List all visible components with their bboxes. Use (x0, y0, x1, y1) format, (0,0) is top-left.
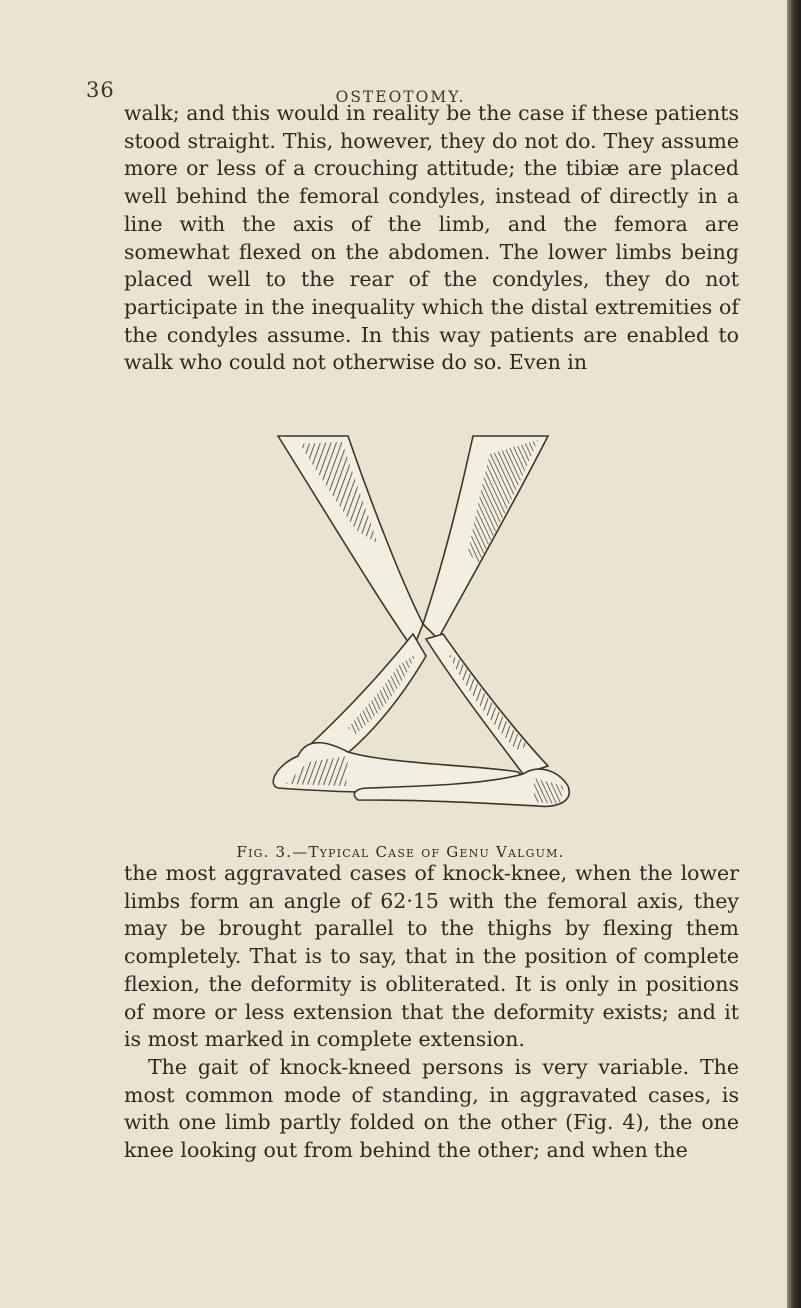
paragraph-bottom-part-2: The gait of knock-kneed persons is very variable. The most common mode of standing, in aggravated cases, is with one limb partly folded on the other (Fig. 4), the one knee looking out from behind the other; and when the (124, 1054, 739, 1163)
figure-genu-valgum (238, 434, 608, 814)
legs-illustration (238, 434, 608, 814)
page-edge-shadow (787, 0, 801, 1308)
paragraph-bottom (124, 860, 739, 1165)
running-head: OSTEOTOMY. (335, 88, 466, 106)
right-leg (354, 436, 569, 806)
paragraph-top: walk; and this would in reality be the case if these patients stood straight. This, however, they do not do. They assume more or less of a crouching attitude; the tibiæ are placed well behind the femoral condyles, instead of directly in a line with the axis of the limb, and the femora are somewhat flexed on the abdomen. The lower limbs being placed well to the rear of the condyles, they do not participate in the inequality which the distal extremities of the condyles assume. In this way patients are enabled to walk who could not otherwise do so. Even in (124, 101, 739, 375)
paragraph-bottom-part-1: the most aggravated cases of knock-knee, when the lower limbs form an angle of 62·15 with the femoral axis, they may be brought parallel to the thighs by flexing them completely. That is to say, that in the position of complete flexion, the deformity is obliterated. It is only in positions of more or less extension that the deformity exists; and it is most marked in complete extension. (124, 861, 739, 1052)
figure-caption: Fig. 3.—Typical Case of Genu Valgum. (236, 843, 565, 861)
page-number: 36 (86, 78, 115, 102)
